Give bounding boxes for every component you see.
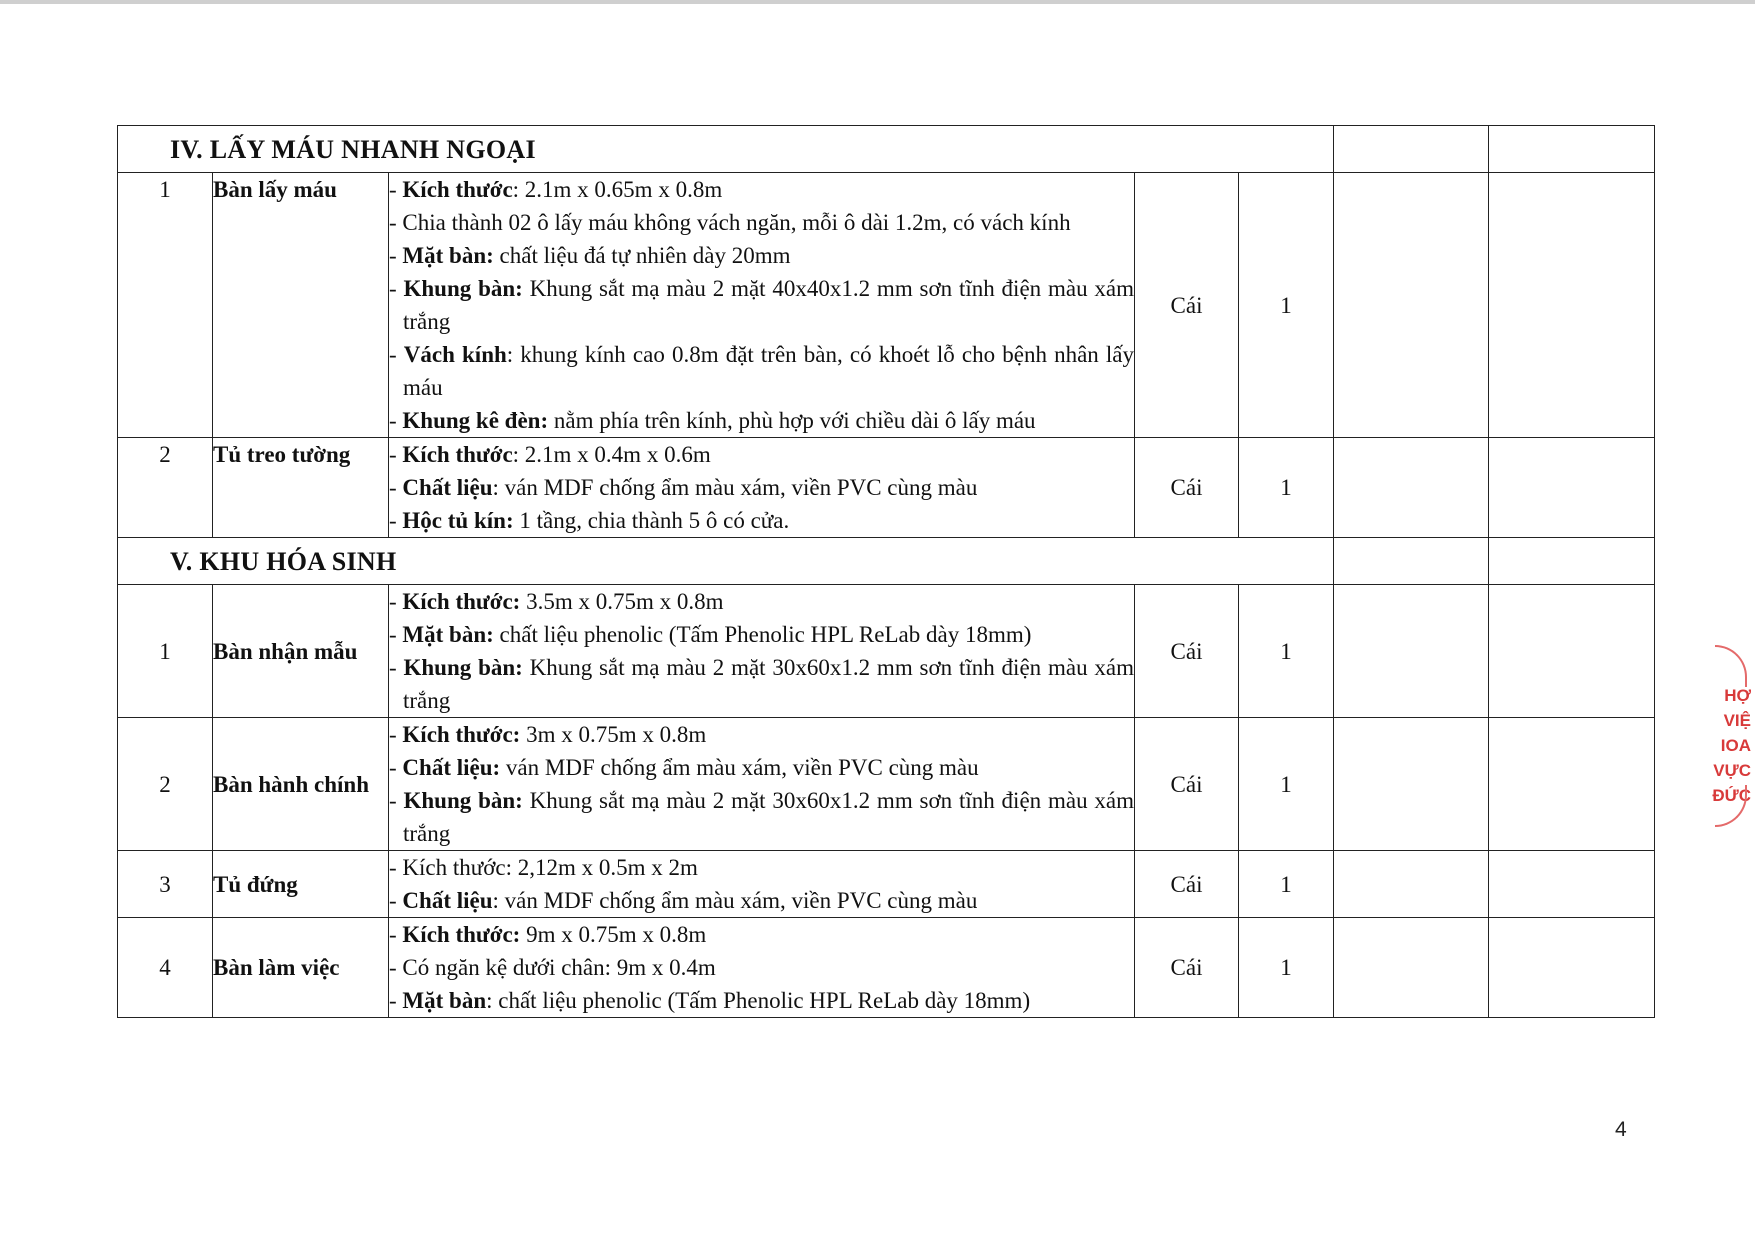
table-row xyxy=(118,918,1655,1018)
table-row xyxy=(118,718,1655,851)
spec-value: Khung sắt mạ màu 2 mặt 40x40x1.2 mm sơn tĩnh điện màu xám trắng xyxy=(403,276,1134,334)
spec-label: Mặt bàn: xyxy=(402,622,494,647)
item-name: Tủ đứng xyxy=(213,851,389,918)
page-number: 4 xyxy=(1615,1118,1627,1141)
spec-label: Chất liệu xyxy=(402,888,493,913)
empty-cell xyxy=(1334,438,1489,538)
item-number: 1 xyxy=(118,585,213,718)
scan-top-edge xyxy=(0,0,1755,4)
empty-cell xyxy=(1334,173,1489,438)
empty-cell xyxy=(1489,585,1655,718)
spec-value: : ván MDF chống ẩm màu xám, viền PVC cùng màu xyxy=(492,888,978,913)
item-unit: Cái xyxy=(1135,173,1239,438)
spec-line: - Kích thước: 3.5m x 0.75m x 0.8m xyxy=(389,589,724,614)
spec-value: : chất liệu phenolic (Tấm Phenolic HPL ReLab dày 18mm) xyxy=(486,988,1031,1013)
empty-cell xyxy=(1489,918,1655,1018)
item-specification xyxy=(389,173,1135,438)
item-quantity: 1 xyxy=(1239,918,1334,1018)
spec-line: - Khung kê đèn: nằm phía trên kính, phù hợp với chiều dài ô lấy máu xyxy=(389,408,1036,433)
spec-value: : ván MDF chống ẩm màu xám, viền PVC cùng màu xyxy=(492,475,978,500)
spec-label: Chất liệu xyxy=(402,475,493,500)
stamp-line: HỢ xyxy=(1724,686,1751,705)
empty-cell xyxy=(1489,851,1655,918)
empty-cell xyxy=(1334,126,1489,173)
spec-value: Chia thành 02 ô lấy máu không vách ngăn, mỗi ô dài 1.2m, có vách kính xyxy=(402,210,1071,235)
spec-label: Vách kính xyxy=(403,342,507,367)
item-name: Bàn làm việc xyxy=(213,918,389,1018)
item-number: 2 xyxy=(118,438,213,538)
section-header-row xyxy=(118,126,1655,173)
empty-cell xyxy=(1489,438,1655,538)
spec-value: chất liệu đá tự nhiên dày 20mm xyxy=(493,243,791,268)
stamp-line: ĐỨC xyxy=(1712,786,1751,805)
spec-label: Khung kê đèn: xyxy=(402,408,549,433)
empty-cell xyxy=(1334,718,1489,851)
spec-value: 9m x 0.75m x 0.8m xyxy=(520,922,707,947)
spec-value: Kích thước: 2,12m x 0.5m x 2m xyxy=(402,855,698,880)
item-specification xyxy=(389,918,1135,1018)
empty-cell xyxy=(1489,173,1655,438)
item-unit: Cái xyxy=(1135,438,1239,538)
stamp-arc-bottom xyxy=(1715,785,1747,827)
spec-value: : khung kính cao 0.8m đặt trên bàn, có khoét lỗ cho bệnh nhân lấy máu xyxy=(403,342,1134,400)
item-number: 1 xyxy=(118,173,213,438)
spec-line: - Khung bàn: Khung sắt mạ màu 2 mặt 30x60x1.2 mm sơn tĩnh điện màu xám trắng xyxy=(389,655,1134,713)
spec-line: - Kích thước: 2,12m x 0.5m x 2m xyxy=(389,855,698,880)
red-stamp-fragment xyxy=(1700,645,1755,845)
spec-value: 1 tầng, chia thành 5 ô có cửa. xyxy=(513,508,790,533)
spec-line: - Chất liệu: ván MDF chống ẩm màu xám, viền PVC cùng màu xyxy=(389,475,978,500)
stamp-line: IOA xyxy=(1720,736,1751,755)
equipment-spec-table xyxy=(117,125,1655,1018)
item-quantity: 1 xyxy=(1239,438,1334,538)
item-specification xyxy=(389,718,1135,851)
section-title: IV. LẤY MÁU NHANH NGOẠI xyxy=(118,126,1334,173)
spec-label: Khung bàn: xyxy=(403,655,523,680)
item-name: Tủ treo tường xyxy=(213,438,389,538)
empty-cell xyxy=(1334,585,1489,718)
spec-line: - Kích thước: 9m x 0.75m x 0.8m xyxy=(389,922,707,947)
section-header-row xyxy=(118,538,1655,585)
empty-cell xyxy=(1334,918,1489,1018)
spec-label: Kích thước xyxy=(402,177,513,202)
section-title: V. KHU HÓA SINH xyxy=(118,538,1334,585)
spec-label: Mặt bàn xyxy=(402,988,487,1013)
empty-cell xyxy=(1489,538,1655,585)
spec-line: - Khung bàn: Khung sắt mạ màu 2 mặt 40x40x1.2 mm sơn tĩnh điện màu xám trắng xyxy=(389,276,1134,334)
item-quantity: 1 xyxy=(1239,173,1334,438)
spec-line: - Kích thước: 2.1m x 0.65m x 0.8m xyxy=(389,177,723,202)
spec-label: Kích thước: xyxy=(402,589,521,614)
item-unit: Cái xyxy=(1135,918,1239,1018)
spec-line: - Có ngăn kệ dưới chân: 9m x 0.4m xyxy=(389,955,716,980)
item-name: Bàn hành chính xyxy=(213,718,389,851)
spec-value: Có ngăn kệ dưới chân: 9m x 0.4m xyxy=(402,955,716,980)
stamp-arc-top xyxy=(1715,645,1747,687)
item-number: 2 xyxy=(118,718,213,851)
spec-line: - Kích thước: 3m x 0.75m x 0.8m xyxy=(389,722,707,747)
item-quantity: 1 xyxy=(1239,718,1334,851)
spec-label: Chất liệu: xyxy=(402,755,501,780)
spec-value: ván MDF chống ẩm màu xám, viền PVC cùng màu xyxy=(500,755,979,780)
table-body xyxy=(118,126,1655,1018)
table-row xyxy=(118,851,1655,918)
spec-value: 3m x 0.75m x 0.8m xyxy=(520,722,707,747)
spec-line: - Chất liệu: ván MDF chống ẩm màu xám, viền PVC cùng màu xyxy=(389,888,978,913)
item-number: 4 xyxy=(118,918,213,1018)
spec-label: Kích thước: xyxy=(402,722,521,747)
item-number: 3 xyxy=(118,851,213,918)
spec-value: 3.5m x 0.75m x 0.8m xyxy=(520,589,724,614)
spec-line: - Kích thước: 2.1m x 0.4m x 0.6m xyxy=(389,442,711,467)
item-specification xyxy=(389,851,1135,918)
spec-label: Khung bàn: xyxy=(403,788,523,813)
spec-label: Khung bàn: xyxy=(403,276,523,301)
empty-cell xyxy=(1334,851,1489,918)
table-row xyxy=(118,438,1655,538)
spec-value: Khung sắt mạ màu 2 mặt 30x60x1.2 mm sơn tĩnh điện màu xám trắng xyxy=(403,788,1134,846)
spec-value: nằm phía trên kính, phù hợp với chiều dài ô lấy máu xyxy=(548,408,1036,433)
empty-cell xyxy=(1489,718,1655,851)
table-row xyxy=(118,173,1655,438)
item-specification xyxy=(389,438,1135,538)
spec-label: Mặt bàn: xyxy=(402,243,494,268)
spec-line: - Mặt bàn: chất liệu đá tự nhiên dày 20mm xyxy=(389,243,791,268)
spec-line: - Mặt bàn: chất liệu phenolic (Tấm Phenolic HPL ReLab dày 18mm) xyxy=(389,988,1031,1013)
item-unit: Cái xyxy=(1135,851,1239,918)
empty-cell xyxy=(1489,126,1655,173)
spec-line: - Mặt bàn: chất liệu phenolic (Tấm Phenolic HPL ReLab dày 18mm) xyxy=(389,622,1032,647)
spec-line: - Hộc tủ kín: 1 tầng, chia thành 5 ô có cửa. xyxy=(389,508,790,533)
spec-value: : 2.1m x 0.65m x 0.8m xyxy=(512,177,723,202)
item-name: Bàn nhận mẫu xyxy=(213,585,389,718)
spec-label: Kích thước xyxy=(402,442,513,467)
item-specification xyxy=(389,585,1135,718)
item-quantity: 1 xyxy=(1239,585,1334,718)
table-row xyxy=(118,585,1655,718)
item-unit: Cái xyxy=(1135,585,1239,718)
item-unit: Cái xyxy=(1135,718,1239,851)
spec-line: - Chất liệu: ván MDF chống ẩm màu xám, viền PVC cùng màu xyxy=(389,755,979,780)
stamp-line: VIỆ xyxy=(1723,711,1751,730)
spec-value: : 2.1m x 0.4m x 0.6m xyxy=(512,442,711,467)
spec-label: Hộc tủ kín: xyxy=(402,508,514,533)
spec-line: - Khung bàn: Khung sắt mạ màu 2 mặt 30x60x1.2 mm sơn tĩnh điện màu xám trắng xyxy=(389,788,1134,846)
empty-cell xyxy=(1334,538,1489,585)
spec-value: chất liệu phenolic (Tấm Phenolic HPL ReLab dày 18mm) xyxy=(493,622,1032,647)
spec-value: Khung sắt mạ màu 2 mặt 30x60x1.2 mm sơn tĩnh điện màu xám trắng xyxy=(403,655,1134,713)
spec-line: - Vách kính: khung kính cao 0.8m đặt trên bàn, có khoét lỗ cho bệnh nhân lấy máu xyxy=(389,342,1134,400)
stamp-line: VỰC xyxy=(1713,761,1751,780)
spec-line: - Chia thành 02 ô lấy máu không vách ngăn, mỗi ô dài 1.2m, có vách kính xyxy=(389,210,1071,235)
item-name: Bàn lấy máu xyxy=(213,173,389,438)
spec-label: Kích thước: xyxy=(402,922,521,947)
item-quantity: 1 xyxy=(1239,851,1334,918)
